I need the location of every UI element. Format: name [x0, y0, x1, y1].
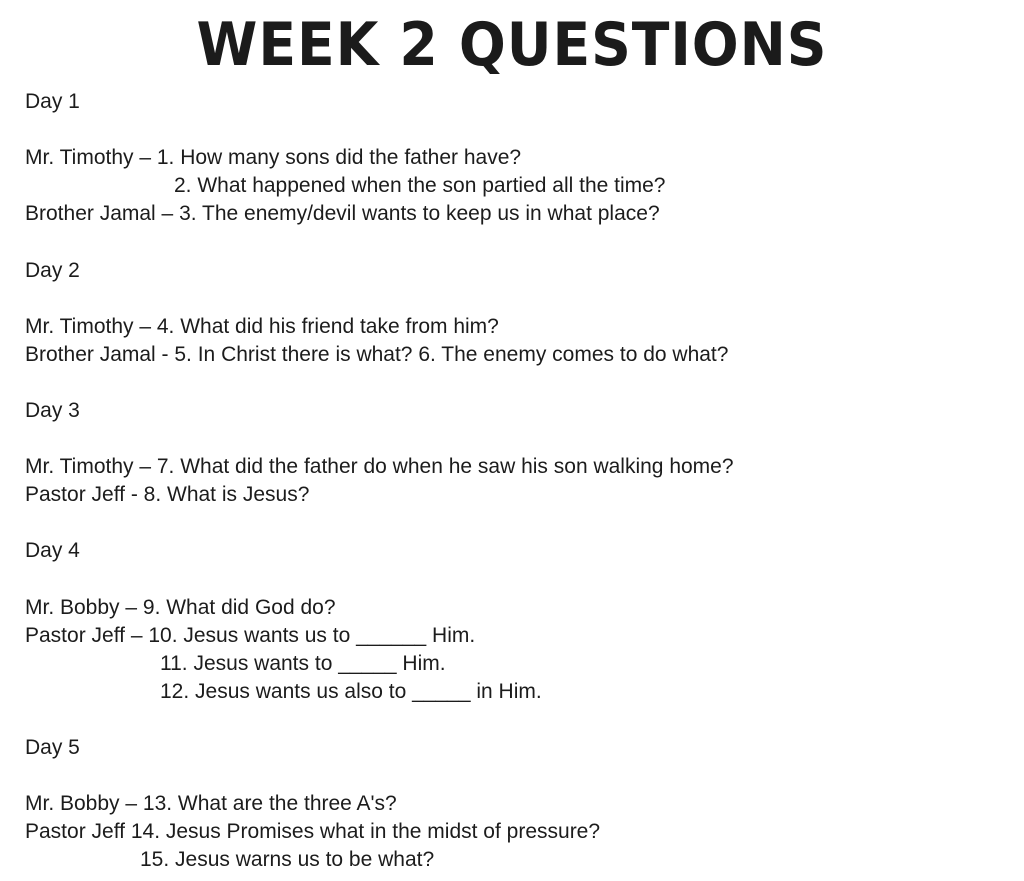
day-1-heading: Day 1 — [25, 90, 80, 113]
day-3-heading: Day 3 — [25, 399, 80, 422]
question-line: Mr. Timothy – 4. What did his friend take from him? — [25, 315, 499, 338]
page-title: WEEK 2 QUESTIONS — [196, 10, 828, 80]
day-2-heading: Day 2 — [25, 259, 80, 282]
question-line: Mr. Bobby – 9. What did God do? — [25, 596, 336, 619]
day-4-heading: Day 4 — [25, 539, 80, 562]
question-line: 2. What happened when the son partied all the time? — [174, 174, 666, 197]
question-line: 11. Jesus wants to _____ Him. — [160, 652, 446, 675]
question-line: 12. Jesus wants us also to _____ in Him. — [160, 680, 542, 703]
question-line: Pastor Jeff 14. Jesus Promises what in the midst of pressure? — [25, 820, 601, 843]
question-line: Brother Jamal - 5. In Christ there is what? 6. The enemy comes to do what? — [25, 343, 729, 366]
question-line: 15. Jesus warns us to be what? — [140, 848, 435, 871]
question-line: Mr. Timothy – 7. What did the father do when he saw his son walking home? — [25, 455, 734, 478]
day-5-heading: Day 5 — [25, 736, 80, 759]
question-line: Pastor Jeff – 10. Jesus wants us to ______ Him. — [25, 624, 476, 647]
question-line: Mr. Timothy – 1. How many sons did the father have? — [25, 146, 522, 169]
question-line: Brother Jamal – 3. The enemy/devil wants to keep us in what place? — [25, 202, 660, 225]
question-line: Mr. Bobby – 13. What are the three A's? — [25, 792, 397, 815]
question-line: Pastor Jeff - 8. What is Jesus? — [25, 483, 310, 506]
